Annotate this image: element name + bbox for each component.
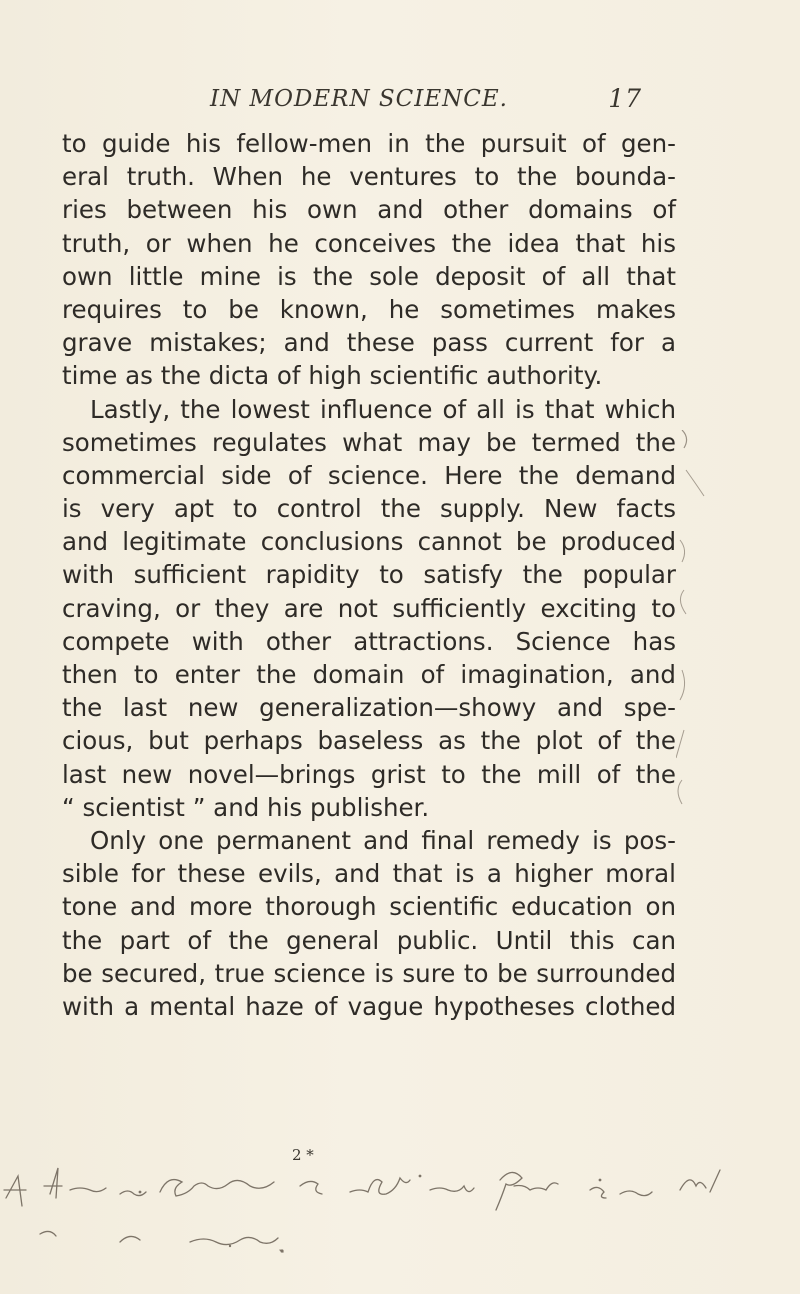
text-line: compete with other attractions. Science has: [62, 626, 676, 656]
text-line: the last new generalization—showy and spe-: [62, 693, 676, 723]
running-head-title: IN MODERN SCIENCE.: [210, 86, 508, 112]
text-line: last new novel—brings grist to the mill of the: [62, 759, 676, 789]
text-line: then to enter the domain of imagination, and: [62, 660, 676, 689]
text-line: is very apt to control the supply. New facts: [62, 494, 676, 524]
margin-pencil-marks: [676, 430, 716, 860]
text-line: “ scientist ” and his publisher.: [62, 792, 430, 822]
text-line: with a mental haze of vague hypotheses clothed: [62, 991, 676, 1021]
text-line: Lastly, the lowest influence of all is that which: [90, 394, 676, 424]
signature-mark: 2 *: [292, 1146, 314, 1164]
text-line: own little mine is the sole deposit of all that: [62, 261, 676, 291]
text-line: tone and more thorough scientific education on: [62, 892, 676, 922]
text-line: grave mistakes; and these pass current for a: [62, 328, 676, 358]
running-head: [210, 86, 660, 118]
body-text: [62, 127, 676, 1023]
page-number: 17: [608, 84, 642, 113]
text-line: commercial side of science. Here the demand: [62, 460, 676, 490]
text-line: be secured, true science is sure to be surrounded: [62, 958, 676, 988]
text-line: cious, but perhaps baseless as the plot of the: [62, 726, 676, 756]
text-line: sible for these evils, and that is a higher moral: [62, 859, 676, 889]
text-line: sometimes regulates what may be termed the: [62, 427, 676, 457]
text-line: the part of the general public. Until this can: [62, 925, 676, 955]
text-line: truth, or when he conceives the idea that his: [62, 228, 676, 258]
text-line: time as the dicta of high scientific authority.: [62, 361, 603, 391]
text-line: to guide his fellow-men in the pursuit of gen-: [62, 129, 676, 158]
handwritten-annotation: [0, 1150, 800, 1280]
text-line: craving, or they are not sufficiently exciting to: [62, 593, 676, 623]
text-line: eral truth. When he ventures to the bounda-: [62, 162, 676, 192]
text-line: Only one permanent and final remedy is pos-: [90, 825, 676, 855]
text-line: and legitimate conclusions cannot be produced: [62, 527, 676, 557]
text-line: requires to be known, he sometimes makes: [62, 294, 676, 324]
text-line: ries between his own and other domains of: [62, 195, 676, 225]
text-line: with sufficient rapidity to satisfy the popular: [62, 560, 676, 590]
